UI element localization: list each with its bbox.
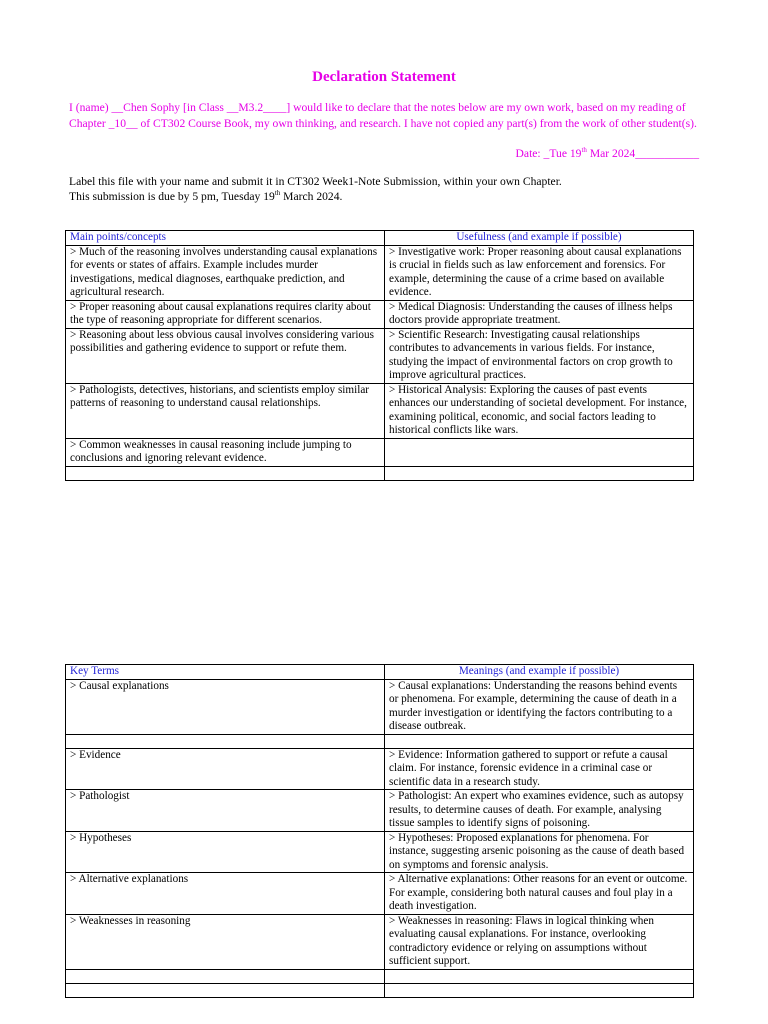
table-row-empty (66, 466, 694, 480)
declaration-date (69, 146, 699, 162)
header-usefulness: Usefulness (and example if possible) (385, 231, 694, 246)
table-cell (385, 466, 694, 480)
table-row (66, 383, 694, 438)
table-cell (66, 466, 385, 480)
table-row (66, 790, 694, 832)
table-row (66, 748, 694, 790)
header-meanings: Meanings (and example if possible) (385, 665, 694, 680)
table-row (66, 300, 694, 328)
table-row-empty (66, 969, 694, 983)
date-suffix: Mar 2024___________ (586, 147, 699, 160)
table-cell (66, 734, 385, 748)
declaration-text: I (name) __Chen Sophy [in Class __M3.2____] would like to declare that the notes below are my own work, based on my reading of Chapter _10__ of CT302 Course Book, my own thinking, and research. I have not copied any part(s) from the work of other student(s). (69, 101, 697, 130)
table-cell: > Historical Analysis: Exploring the causes of past events enhances our understanding of societal development. For instance, examining political, economic, and social factors leading to historical conflicts like wars. (385, 383, 694, 438)
due-superscript: th (274, 189, 281, 198)
table-row (66, 914, 694, 969)
page-title: Declaration Statement (312, 69, 456, 85)
table-cell: > Scientific Research: Investigating causal relationships contributes to advancements in various fields. For instance, studying the impact of environmental factors on crop growth to improve agricultural practices. (385, 328, 694, 383)
table-row (66, 438, 694, 466)
table-cell (385, 983, 694, 997)
table-cell: > Evidence (66, 748, 385, 790)
table-cell: > Alternative explanations: Other reasons for an event or outcome. For example, considering both natural causes and foul play in a death investigation. (385, 873, 694, 915)
table-row (66, 328, 694, 383)
table-cell: > Pathologist (66, 790, 385, 832)
table-row (66, 679, 694, 734)
table-cell: > Common weaknesses in causal reasoning include jumping to conclusions and ignoring relevant evidence. (66, 438, 385, 466)
instructions-line-2 (69, 189, 709, 204)
table-row (66, 873, 694, 915)
table-cell: > Investigative work: Proper reasoning about causal explanations is crucial in fields such as law enforcement and forensics. For example, determining the cause of a crime based on available evidence. (385, 245, 694, 300)
table-cell: > Pathologists, detectives, historians, and scientists employ similar patterns of reasoning to understand causal relationships. (66, 383, 385, 438)
table-cell: > Reasoning about less obvious causal involves considering various possibilities and gathering evidence to support or refute them. (66, 328, 385, 383)
table-header-row (66, 665, 694, 680)
due-suffix: March 2024. (280, 190, 343, 203)
table-cell: > Hypotheses (66, 831, 385, 873)
table-cell: > Medical Diagnosis: Understanding the causes of illness helps doctors provide appropriate treatment. (385, 300, 694, 328)
due-prefix: This submission is due by 5 pm, Tuesday 19 (69, 190, 275, 203)
table-cell: > Causal explanations: Understanding the reasons behind events or phenomena. For example, determining the cause of death in a murder investigation or identifying the factors contributing to a disease outbreak. (385, 679, 694, 734)
table-cell (385, 969, 694, 983)
date-prefix: Date: _Tue 19 (515, 147, 582, 160)
table-cell: > Causal explanations (66, 679, 385, 734)
table-cell (66, 969, 385, 983)
key-terms-table (65, 664, 694, 998)
table-row (66, 831, 694, 873)
table-cell: > Weaknesses in reasoning (66, 914, 385, 969)
date-superscript: th (581, 146, 587, 155)
table-row-empty (66, 983, 694, 997)
table-row-empty (66, 734, 694, 748)
table-cell: > Proper reasoning about causal explanations requires clarity about the type of reasoning appropriate for different scenarios. (66, 300, 385, 328)
table-cell (66, 983, 385, 997)
instructions (69, 174, 709, 204)
table-cell: > Hypotheses: Proposed explanations for phenomena. For instance, suggesting arsenic poisoning as the cause of death based on symptoms and forensic analysis. (385, 831, 694, 873)
table-header-row (66, 231, 694, 246)
table-cell (385, 438, 694, 466)
table-cell (385, 734, 694, 748)
table-row (66, 245, 694, 300)
table-cell: > Evidence: Information gathered to support or refute a causal claim. For instance, forensic evidence in a criminal case or scientific data in a research study. (385, 748, 694, 790)
instructions-line-1: Label this file with your name and submit it in CT302 Week1-Note Submission, within your own Chapter. (69, 175, 562, 188)
header-main-points: Main points/concepts (66, 231, 385, 246)
main-points-table (65, 230, 694, 481)
table-cell: > Pathologist: An expert who examines evidence, such as autopsy results, to determine causes of death. For example, analysing tissue samples to identify signs of poisoning. (385, 790, 694, 832)
header-key-terms: Key Terms (66, 665, 385, 680)
table-cell: > Alternative explanations (66, 873, 385, 915)
table-cell: > Much of the reasoning involves understanding causal explanations for events or states of affairs. Example includes murder investigations, medical diagnoses, earthquake prediction, and agricultural research. (66, 245, 385, 300)
table-cell: > Weaknesses in reasoning: Flaws in logical thinking when evaluating causal explanations. For instance, overlooking contradictory evidence or relying on assumptions without sufficient support. (385, 914, 694, 969)
